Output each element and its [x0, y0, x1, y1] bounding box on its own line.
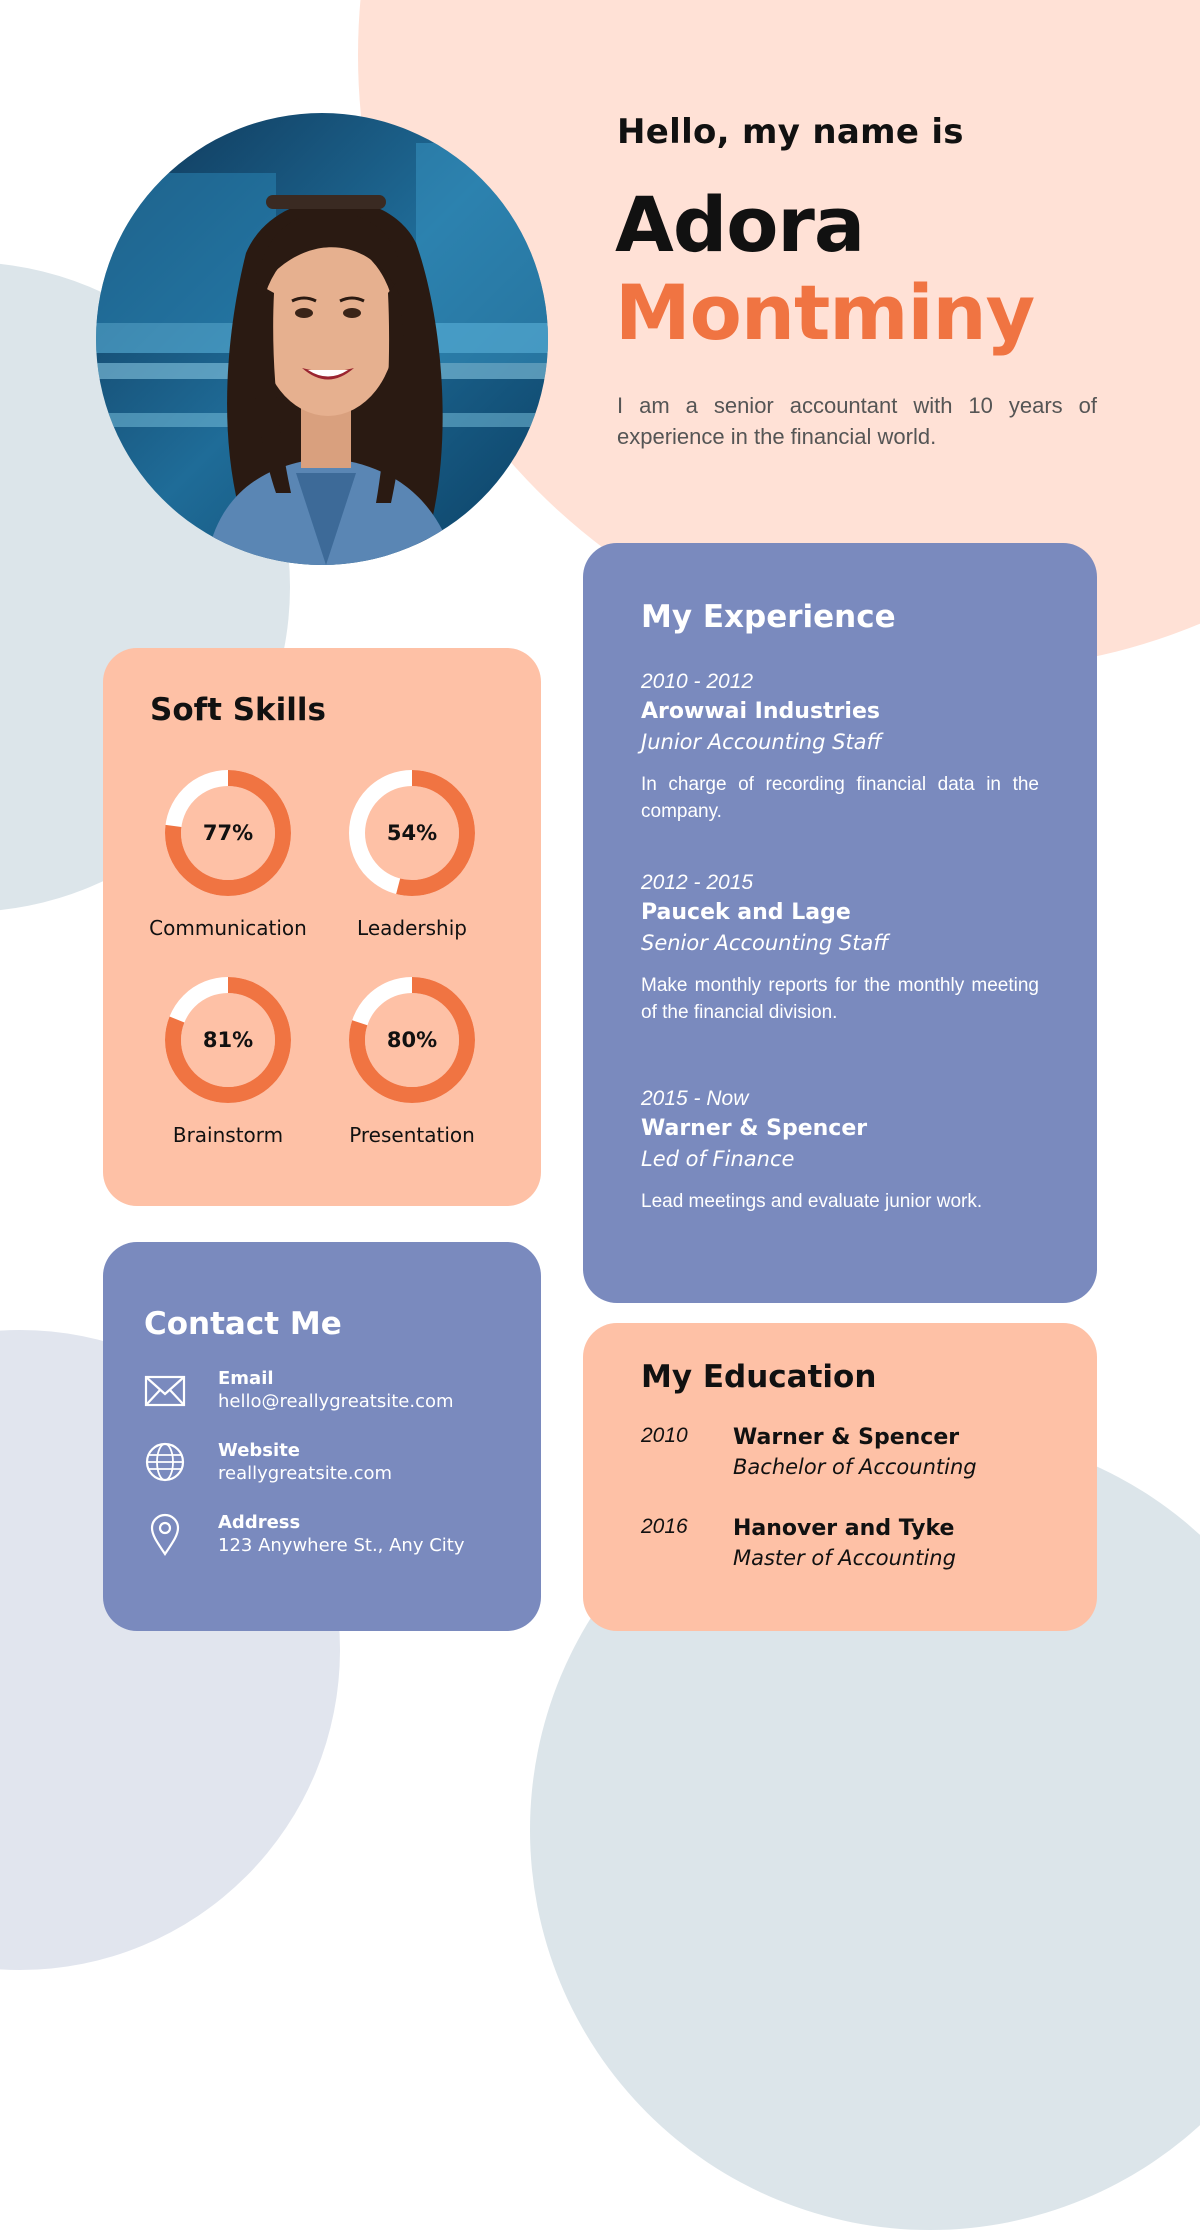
address-label: Address	[218, 1512, 301, 1533]
skill-ring	[163, 768, 293, 898]
experience-company: Paucek and Lage	[641, 900, 851, 925]
contact-title: Contact Me	[144, 1306, 342, 1342]
education-year: 2016	[641, 1515, 688, 1538]
website-value[interactable]: reallygreatsite.com	[218, 1463, 393, 1484]
experience-description: In charge of recording financial data in the company.	[641, 774, 1039, 822]
envelope-icon	[143, 1368, 187, 1412]
education-school: Hanover and Tyke	[733, 1516, 955, 1541]
skill-percent: 80%	[386, 1028, 438, 1052]
education-card	[583, 1323, 1097, 1631]
skill-ring	[347, 768, 477, 898]
skill-presentation	[312, 975, 512, 1147]
education-title: My Education	[641, 1359, 877, 1395]
experience-item	[641, 868, 1039, 1026]
experience-item	[641, 667, 1039, 825]
experience-period: 2010 - 2012	[641, 670, 754, 693]
experience-company: Arowwai Industries	[641, 699, 880, 724]
experience-description: Make monthly reports for the monthly meeting of the financial division.	[641, 975, 1039, 1023]
experience-period: 2015 - Now	[641, 1087, 749, 1110]
experience-role: Led of Finance	[641, 1147, 795, 1171]
globe-icon	[143, 1440, 187, 1484]
education-school: Warner & Spencer	[733, 1425, 960, 1450]
greeting: Hello, my name is	[617, 112, 964, 152]
address-value: 123 Anywhere St., Any City	[218, 1535, 465, 1556]
email-value[interactable]: hello@reallygreatsite.com	[218, 1391, 454, 1412]
skill-label: Leadership	[357, 916, 467, 940]
profile-photo	[96, 113, 548, 565]
contact-card	[103, 1242, 541, 1631]
skill-brainstorm	[128, 975, 328, 1147]
skill-label: Communication	[149, 916, 307, 940]
first-name: Adora	[615, 180, 865, 269]
skill-percent: 81%	[202, 1028, 254, 1052]
education-degree: Master of Accounting	[733, 1546, 956, 1570]
experience-item	[641, 1084, 1039, 1215]
skill-ring	[347, 975, 477, 1105]
experience-company: Warner & Spencer	[641, 1116, 868, 1141]
experience-role: Senior Accounting Staff	[641, 931, 889, 955]
skill-percent: 54%	[386, 821, 438, 845]
location-pin-icon	[143, 1512, 187, 1556]
skill-percent: 77%	[202, 821, 254, 845]
education-degree: Bachelor of Accounting	[733, 1455, 977, 1479]
email-label: Email	[218, 1368, 274, 1389]
soft-skills-title: Soft Skills	[150, 692, 326, 728]
experience-description: Lead meetings and evaluate junior work.	[641, 1191, 983, 1212]
skill-ring	[163, 975, 293, 1105]
skill-leadership	[312, 768, 512, 940]
skill-communication	[128, 768, 328, 940]
website-label: Website	[218, 1440, 301, 1461]
skill-label: Presentation	[349, 1123, 475, 1147]
experience-period: 2012 - 2015	[641, 871, 754, 894]
intro-text: I am a senior accountant with 10 years of experience in the financial world.	[617, 393, 1097, 449]
experience-card	[583, 543, 1097, 1303]
last-name: Montminy	[615, 268, 1035, 357]
experience-title: My Experience	[641, 599, 896, 635]
education-year: 2010	[641, 1424, 688, 1447]
soft-skills-card	[103, 648, 541, 1206]
experience-role: Junior Accounting Staff	[641, 730, 882, 754]
skill-label: Brainstorm	[172, 1123, 284, 1147]
